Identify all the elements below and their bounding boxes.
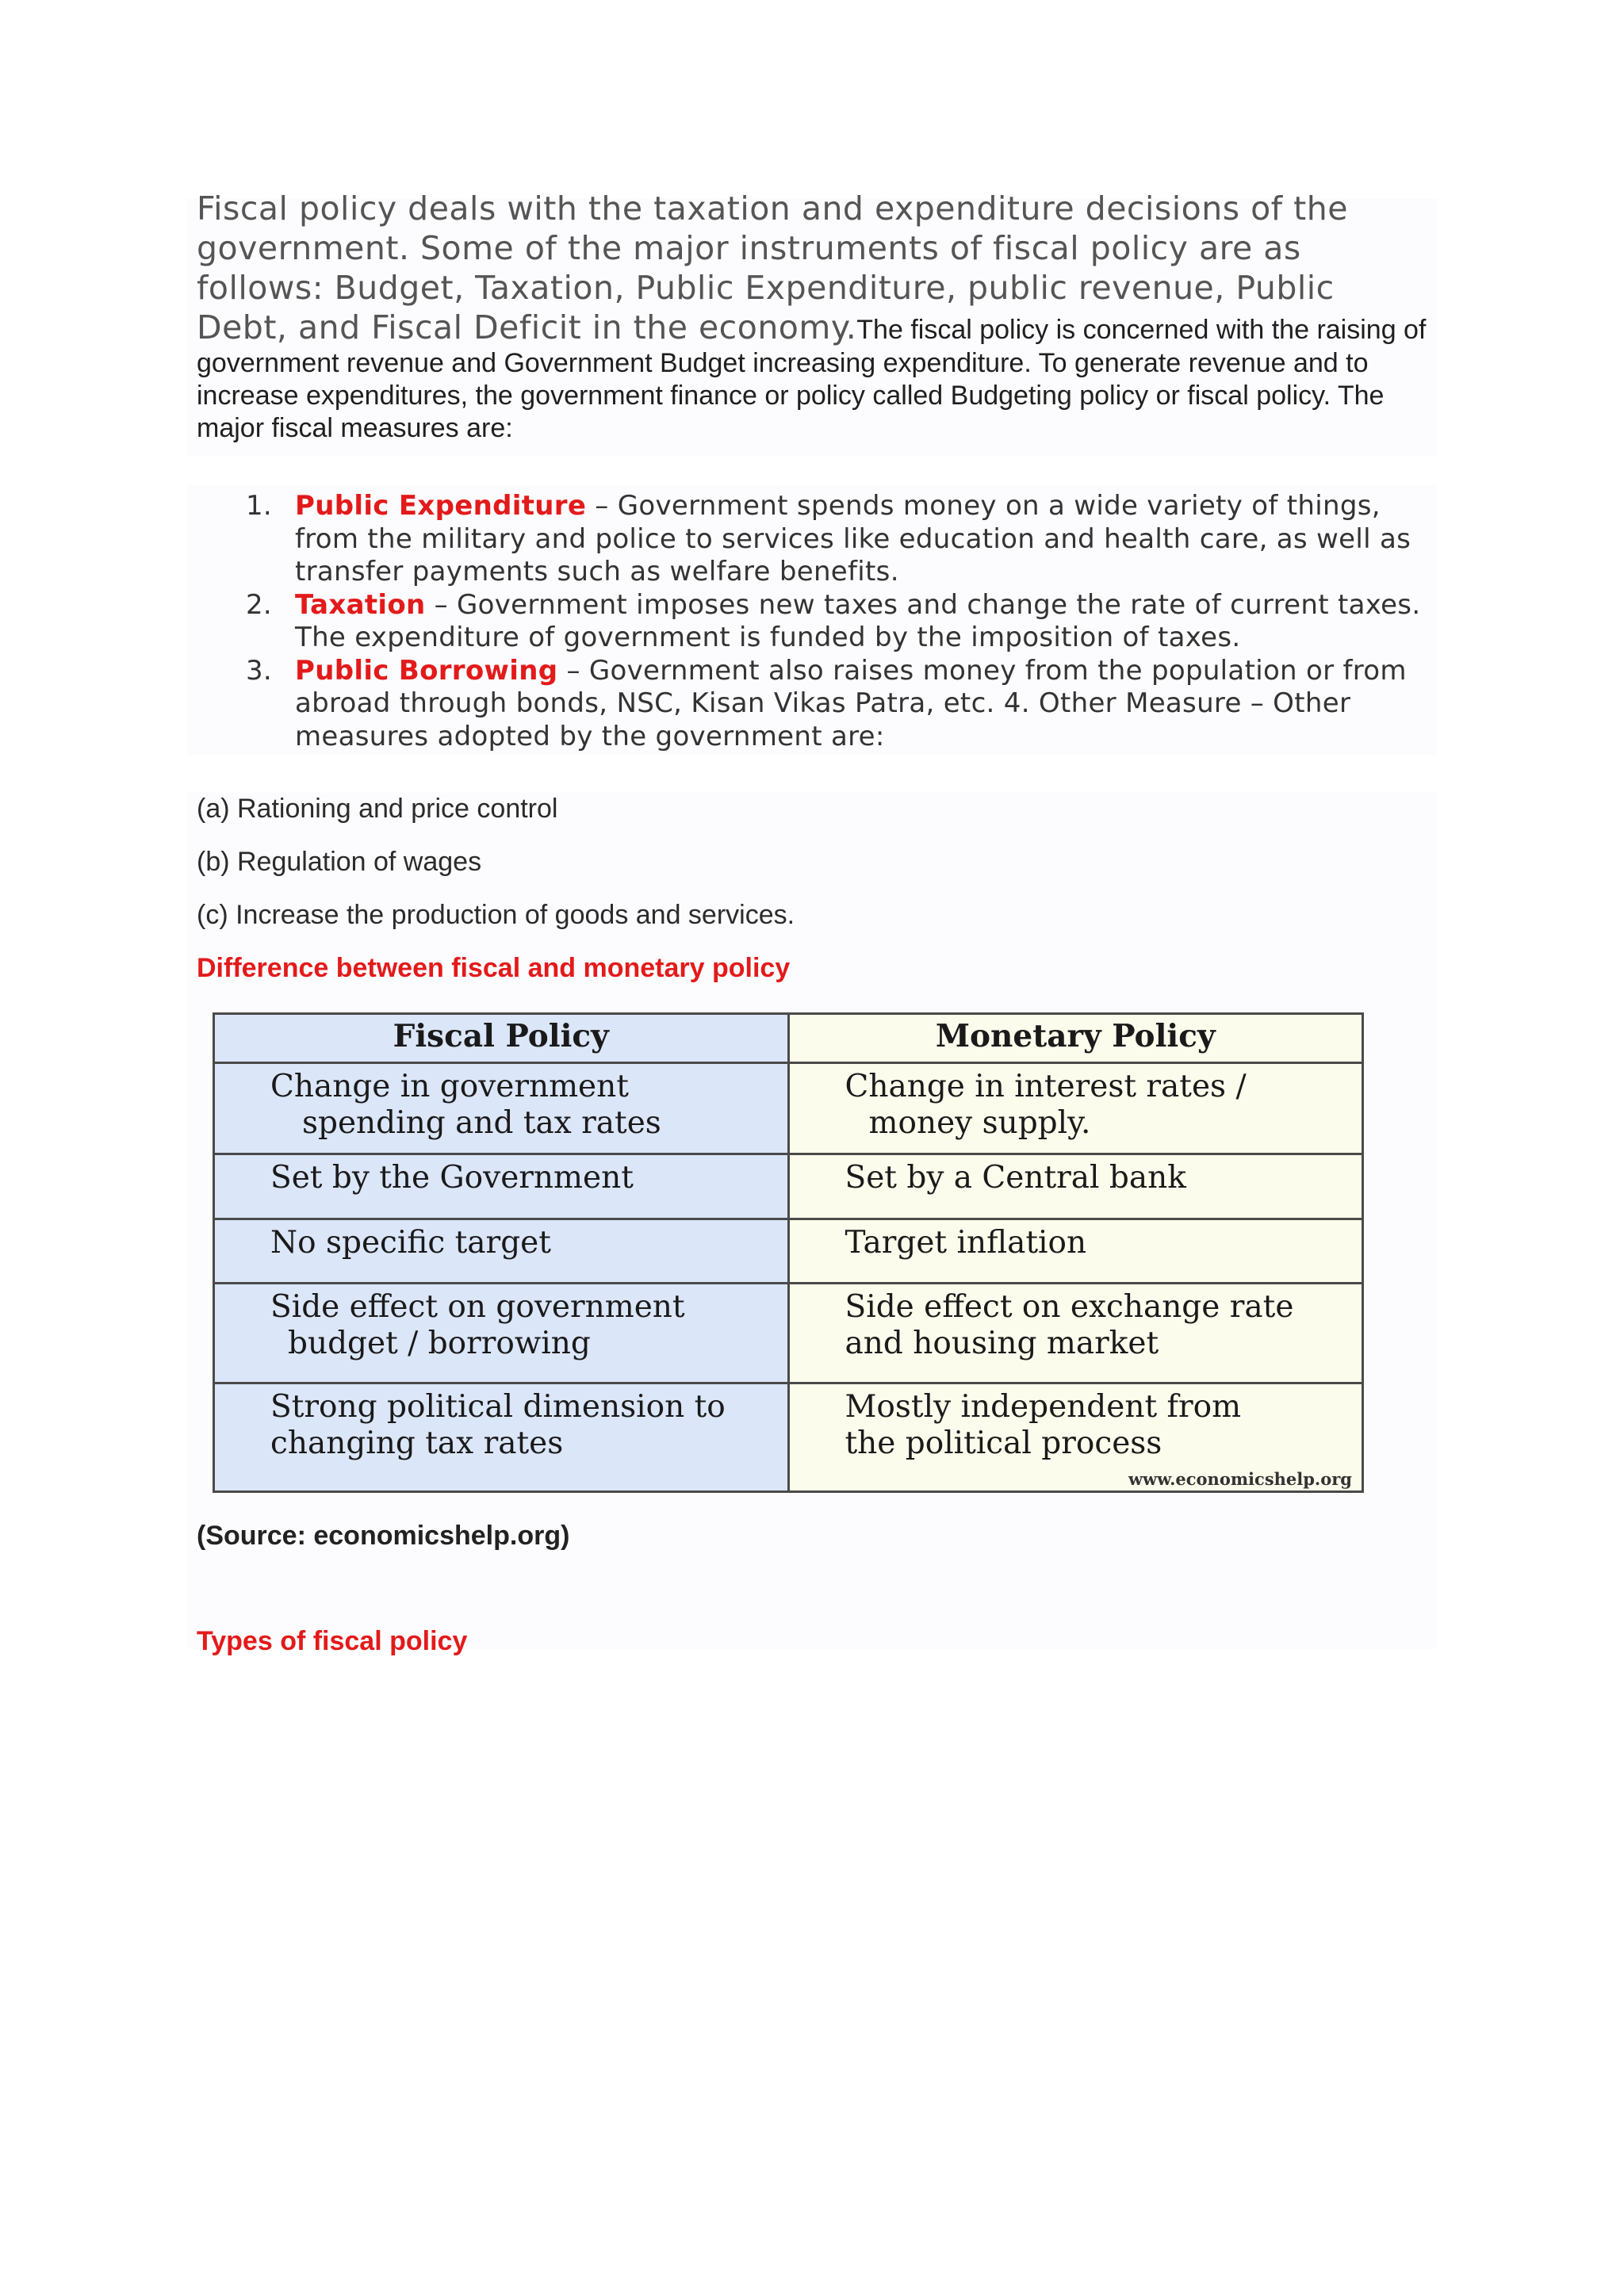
other-measure-b: (b) Regulation of wages [197,847,482,877]
list-item [238,655,1435,754]
measure-term: Public Borrowing [295,654,558,687]
cell-line: Change in government [270,1069,629,1104]
cell-line: and housing market [845,1325,1159,1361]
table-row [214,1219,1363,1283]
table-watermark: www.economicshelp.org [1128,1469,1352,1489]
cell-line: budget / borrowing [288,1325,591,1361]
cell-line: Mostly independent from [845,1389,1242,1425]
monetary-cell: Set by a Central bank [788,1154,1363,1219]
intro-small-text: The fiscal policy is concerned with the raising of government revenue and Government Budget increasing expenditure. To generate revenue and to increase expenditures, the government finance or policy called Budgeting policy or fiscal policy. The major fiscal measures are: [197,315,1427,443]
monetary-cell [788,1383,1363,1492]
measure-term: Public Expenditure [295,490,587,522]
cell-line: Strong political dimension to [270,1389,726,1425]
monetary-column-header: Monetary Policy [788,1014,1363,1063]
types-heading: Types of fiscal policy [197,1626,468,1656]
monetary-cell: Target inflation [788,1219,1363,1283]
cell-line: money supply. [868,1105,1091,1141]
cell-line: the political process [845,1425,1162,1462]
fiscal-cell: No specific target [214,1219,789,1283]
list-number: 2. [246,588,273,621]
fiscal-cell [214,1283,789,1383]
table-row [214,1383,1363,1492]
other-measure-c: (c) Increase the production of goods and services. [197,900,795,930]
table-row [214,1154,1363,1219]
table-row [214,1283,1363,1383]
intro-paragraph [197,189,1434,445]
comparison-heading: Difference between fiscal and monetary policy [197,953,791,983]
table-header-row [214,1014,1363,1063]
fiscal-column-header: Fiscal Policy [214,1014,789,1063]
fiscal-cell [214,1383,789,1492]
fiscal-cell: Set by the Government [214,1154,789,1219]
fiscal-vs-monetary-table [213,1012,1364,1493]
cell-line: spending and tax rates [302,1105,661,1141]
fiscal-measures-list [238,490,1435,753]
list-number: 1. [246,490,273,522]
source-citation: (Source: economicshelp.org) [197,1521,570,1551]
intro-large-text: Fiscal policy deals with the taxation and expenditure decisions of the government. Some of the major instruments of fiscal policy are as follows: Budget, Taxation, Public Expenditure, public revenue, Public Debt, and Fiscal Deficit in the economy. [197,189,1348,346]
table-row [214,1063,1363,1154]
measure-description: – Government spends money on a wide variety of things, from the military and police to services like education and health care, as well as transfer payments such as welfare benefits. [295,490,1411,587]
other-measure-a: (a) Rationing and price control [197,794,558,824]
list-number: 3. [246,654,273,687]
cell-line: Change in interest rates / [845,1069,1247,1104]
measure-description: – Government also raises money from the population or from abroad through bonds, NSC, Kisan Vikas Patra, etc. 4. Other Measure – Other measures adopted by the government are: [295,654,1407,752]
monetary-cell [788,1063,1363,1154]
measure-term: Taxation [295,588,426,621]
list-item [238,490,1435,589]
fiscal-cell [214,1063,789,1154]
cell-line: changing tax rates [270,1425,564,1462]
measure-description: – Government imposes new taxes and change the rate of current taxes. The expenditure of government is funded by the imposition of taxes. [295,588,1421,653]
monetary-cell [788,1283,1363,1383]
cell-line: Side effect on exchange rate [845,1288,1294,1325]
cell-line: Side effect on government [270,1288,685,1325]
list-item [238,589,1435,655]
